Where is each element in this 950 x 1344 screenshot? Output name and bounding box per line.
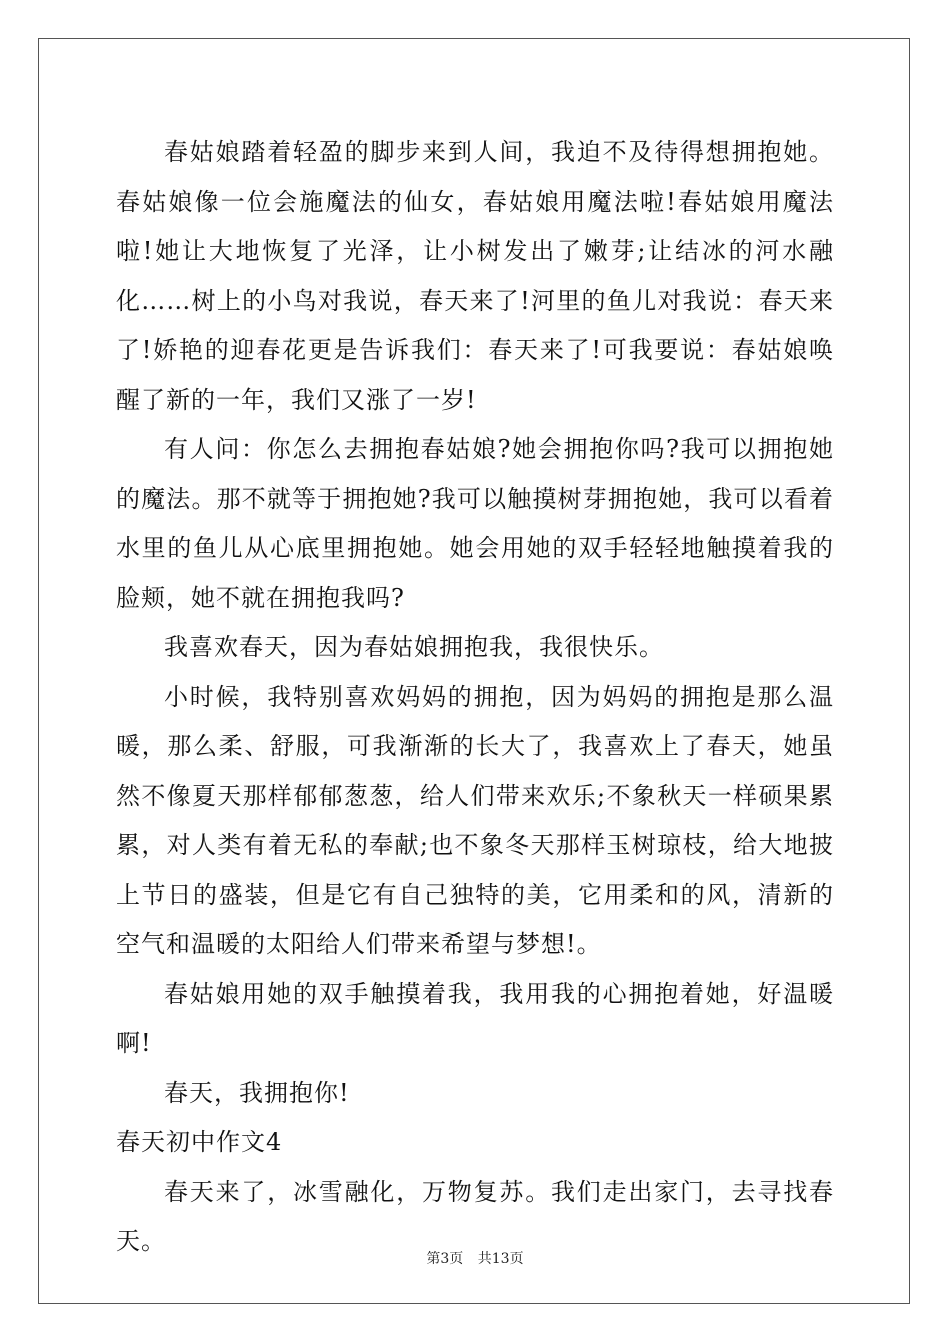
section-heading: 春天初中作文4 <box>116 1128 283 1156</box>
document-body <box>116 128 834 1267</box>
page-footer <box>0 1248 950 1268</box>
paragraph: 有人问：你怎么去拥抱春姑娘?她会拥抱你吗?我可以拥抱她的魔法。那不就等于拥抱她?我可以触摸树芽拥抱她，我可以看着水里的鱼儿从心底里拥抱她。她会用她的双手轻轻地触摸着我的脸颊，她不就在拥抱我吗? <box>116 435 834 612</box>
paragraph: 我喜欢春天，因为春姑娘拥抱我，我很快乐。 <box>164 633 664 661</box>
paragraph: 小时候，我特别喜欢妈妈的拥抱，因为妈妈的拥抱是那么温暖，那么柔、舒服，可我渐渐的长大了，我喜欢上了春天，她虽然不像夏天那样郁郁葱葱，给人们带来欢乐;不象秋天一样硕果累累，对人类有着无私的奉献;也不象冬天那样玉树琼枝，给大地披上节日的盛装，但是它有自己独特的美，它用柔和的风，清新的空气和温暖的太阳给人们带来希望与梦想!。 <box>116 682 834 958</box>
total-pages: 共13页 <box>477 1251 524 1267</box>
paragraph: 春姑娘用她的双手触摸着我，我用我的心拥抱着她，好温暖啊! <box>116 979 834 1057</box>
paragraph: 春天，我拥抱你! <box>164 1078 350 1107</box>
paragraph: 春天来了，冰雪融化，万物复苏。我们走出家门，去寻找春天。 <box>116 1177 834 1255</box>
page-number: 第3页 <box>426 1251 464 1267</box>
paragraph: 春姑娘踏着轻盈的脚步来到人间，我迫不及待得想拥抱她。春姑娘像一位会施魔法的仙女，春姑娘用魔法啦!春姑娘用魔法啦!她让大地恢复了光泽，让小树发出了嫩芽;让结冰的河水融化……树上的小鸟对我说，春天来了!河里的鱼儿对我说：春天来了!娇艳的迎春花更是告诉我们：春天来了!可我要说：春姑娘唤醒了新的一年，我们又涨了一岁! <box>116 138 834 414</box>
